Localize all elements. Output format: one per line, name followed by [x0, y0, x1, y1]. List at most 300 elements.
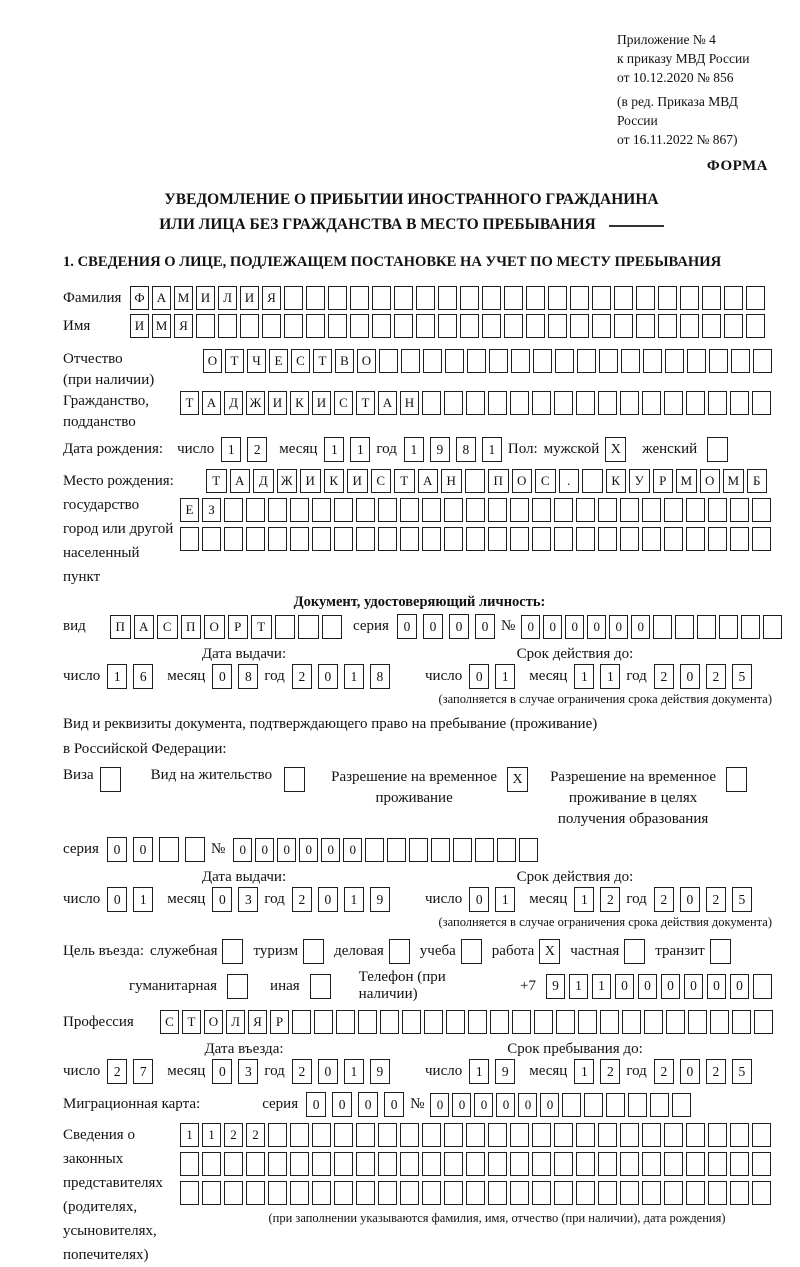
char-box	[453, 838, 472, 862]
char-box	[460, 314, 479, 338]
char-box	[224, 1181, 243, 1205]
char-box: 0	[474, 1093, 493, 1117]
char-box	[468, 1010, 487, 1034]
surname-boxes	[130, 286, 768, 310]
char-box	[466, 1123, 485, 1147]
char-box	[675, 615, 694, 639]
char-box	[466, 1152, 485, 1176]
char-box	[665, 349, 684, 373]
citizenship-label: Гражданство, подданство	[63, 393, 150, 430]
char-box	[314, 1010, 333, 1034]
char-box: М	[152, 314, 171, 338]
char-box	[423, 349, 442, 373]
phone-prefix: +7	[520, 977, 536, 994]
char-box: 0	[631, 615, 650, 639]
char-box	[446, 1010, 465, 1034]
char-box: 0	[299, 838, 318, 862]
char-box	[400, 527, 419, 551]
char-box: 0	[680, 887, 700, 912]
char-box: 2	[292, 1059, 312, 1084]
char-box	[584, 1093, 603, 1117]
char-box	[422, 498, 441, 522]
char-box	[444, 1181, 463, 1205]
visit-purpose-row: Цель въезда: служебная туризм деловая учеба работа X частная транзит	[63, 939, 776, 964]
char-box	[556, 1010, 575, 1034]
char-box	[400, 1152, 419, 1176]
char-box	[636, 314, 655, 338]
char-box	[466, 498, 485, 522]
char-box	[378, 1181, 397, 1205]
char-box	[664, 527, 683, 551]
char-box	[227, 974, 248, 999]
char-box	[658, 286, 677, 310]
char-box	[328, 314, 347, 338]
char-box	[644, 1010, 663, 1034]
char-box	[303, 939, 324, 964]
purpose-checkbox-humanitarian	[227, 974, 248, 999]
char-box: 0	[233, 838, 252, 862]
char-box: Д	[224, 391, 243, 415]
char-box	[642, 391, 661, 415]
birth-day-boxes	[221, 437, 273, 462]
char-box: 1	[592, 974, 611, 999]
char-box	[424, 1010, 443, 1034]
firstname-boxes	[130, 314, 768, 338]
char-box: З	[202, 498, 221, 522]
char-box: М	[676, 469, 697, 493]
char-box: С	[160, 1010, 179, 1034]
char-box	[438, 314, 457, 338]
char-box	[708, 527, 727, 551]
char-box	[268, 1123, 287, 1147]
char-box	[622, 1010, 641, 1034]
char-box: 0	[430, 1093, 449, 1117]
char-box	[394, 286, 413, 310]
char-box	[642, 1123, 661, 1147]
char-box	[628, 1093, 647, 1117]
char-box	[334, 1181, 353, 1205]
char-box: Т	[182, 1010, 201, 1034]
char-box: П	[181, 615, 202, 639]
char-box: 0	[384, 1092, 404, 1117]
char-box: С	[291, 349, 310, 373]
char-box: 1	[180, 1123, 199, 1147]
char-box	[763, 615, 782, 639]
char-box	[658, 314, 677, 338]
char-box	[548, 286, 567, 310]
legal-reps-block	[63, 1123, 776, 1267]
char-box	[356, 1181, 375, 1205]
char-box: Р	[228, 615, 249, 639]
char-box	[753, 974, 772, 999]
char-box: Я	[262, 286, 281, 310]
char-box	[268, 498, 287, 522]
char-box: X	[605, 437, 626, 462]
char-box: 0	[107, 887, 127, 912]
char-box: И	[347, 469, 368, 493]
char-box	[312, 1152, 331, 1176]
char-box	[466, 1181, 485, 1205]
char-box: С	[371, 469, 392, 493]
sex-male-checkbox	[605, 437, 626, 462]
title-blank-underline	[609, 225, 664, 227]
char-box: 1	[495, 887, 515, 912]
char-box	[334, 527, 353, 551]
char-box: Ж	[277, 469, 298, 493]
char-box: 0	[423, 614, 443, 639]
char-box	[310, 974, 331, 999]
char-box	[686, 1181, 705, 1205]
char-box	[372, 314, 391, 338]
char-box: И	[196, 286, 215, 310]
char-box	[554, 1123, 573, 1147]
identity-doc-number-boxes	[521, 615, 785, 639]
surname-label: Фамилия	[63, 289, 122, 306]
char-box	[504, 314, 523, 338]
char-box	[702, 314, 721, 338]
char-box: 1	[350, 437, 370, 462]
char-box: 5	[732, 664, 752, 689]
char-box: 0	[358, 1092, 378, 1117]
char-box	[298, 615, 319, 639]
char-box: 1	[344, 887, 364, 912]
char-box	[379, 349, 398, 373]
char-box: И	[312, 391, 331, 415]
char-box	[416, 286, 435, 310]
char-box: 2	[292, 664, 312, 689]
char-box	[680, 286, 699, 310]
char-box	[488, 1123, 507, 1147]
char-box	[240, 314, 259, 338]
visit-purpose-row2: гуманитарная иная Телефон (при наличии) +7 9 1 1 0 0 0 0 0 0	[129, 969, 776, 1003]
residence-number-label: №	[210, 841, 226, 857]
char-box: 2	[706, 1059, 726, 1084]
char-box: 1	[600, 664, 620, 689]
char-box	[664, 1152, 683, 1176]
char-box	[475, 838, 494, 862]
temp-residence-checkbox	[507, 767, 528, 792]
char-box	[510, 1152, 529, 1176]
char-box	[290, 1123, 309, 1147]
legal-reps-row1-boxes	[180, 1123, 774, 1147]
char-box	[275, 615, 296, 639]
char-box	[262, 314, 281, 338]
char-box: 2	[600, 887, 620, 912]
char-box	[680, 314, 699, 338]
char-box: 0	[680, 1059, 700, 1084]
char-box	[444, 1152, 463, 1176]
char-box	[526, 314, 545, 338]
char-box	[196, 314, 215, 338]
residence-doc-date-headings	[63, 868, 776, 886]
char-box	[753, 349, 772, 373]
migration-series-label: серия	[262, 1096, 299, 1112]
issue-date-heading: Дата выдачи:	[201, 869, 287, 885]
char-box	[532, 498, 551, 522]
char-box	[664, 1123, 683, 1147]
purpose-checkbox-official	[222, 939, 243, 964]
char-box: 1	[495, 664, 515, 689]
char-box: 0	[277, 838, 296, 862]
char-box	[570, 286, 589, 310]
char-box	[746, 314, 765, 338]
char-box: 0	[318, 1059, 338, 1084]
char-box: Т	[356, 391, 375, 415]
char-box	[378, 1152, 397, 1176]
char-box	[466, 527, 485, 551]
identity-doc-dates-row	[63, 664, 776, 689]
char-box: 0	[318, 664, 338, 689]
legal-reps-label: Сведения о законных представителях (родителях, усыновителях, попечителях)	[63, 1127, 163, 1263]
profession-label: Профессия	[63, 1013, 134, 1030]
char-box: 0	[615, 974, 634, 999]
char-box	[246, 1181, 265, 1205]
char-box	[664, 498, 683, 522]
birth-date-label: Дата рождения:	[63, 441, 164, 457]
char-box: 1	[324, 437, 344, 462]
char-box: Т	[251, 615, 272, 639]
char-box: 0	[212, 887, 232, 912]
char-box	[620, 1152, 639, 1176]
char-box: 2	[107, 1059, 127, 1084]
purpose-checkbox-business	[389, 939, 410, 964]
identity-doc-series-label: серия	[353, 618, 389, 634]
char-box: 0	[707, 974, 726, 999]
char-box	[532, 391, 551, 415]
char-box	[554, 1152, 573, 1176]
char-box: О	[203, 349, 222, 373]
char-box: 2	[600, 1059, 620, 1084]
char-box	[576, 1181, 595, 1205]
char-box: 0	[680, 664, 700, 689]
identity-doc-number-label: №	[500, 618, 516, 634]
profession-boxes	[160, 1010, 776, 1034]
char-box	[202, 527, 221, 551]
char-box	[312, 527, 331, 551]
char-box	[511, 349, 530, 373]
char-box	[624, 939, 645, 964]
birth-place-label: Место рождения: государство город или другой населенный пункт	[63, 473, 174, 585]
char-box	[752, 391, 771, 415]
char-box	[599, 349, 618, 373]
char-box	[710, 939, 731, 964]
char-box	[598, 527, 617, 551]
char-box	[578, 1010, 597, 1034]
identity-doc-kind-label: вид	[63, 618, 86, 634]
phone-label: Телефон (при наличии)	[358, 969, 446, 1002]
char-box	[620, 391, 639, 415]
valid-until-heading: Срок действия до:	[516, 869, 634, 885]
char-box	[600, 1010, 619, 1034]
char-box	[387, 838, 406, 862]
char-box	[642, 498, 661, 522]
birth-month-boxes	[324, 437, 376, 462]
validity-note: (заполняется в случае ограничения срока действия документа)	[438, 915, 772, 929]
birth-year-boxes	[404, 437, 508, 462]
char-box	[598, 1123, 617, 1147]
char-box: 0	[397, 614, 417, 639]
char-box	[394, 314, 413, 338]
char-box: 5	[732, 887, 752, 912]
char-box: 0	[318, 887, 338, 912]
char-box	[702, 286, 721, 310]
header-line: к приказу МВД России	[617, 51, 750, 66]
header-line: Приложение № 4	[617, 32, 716, 47]
birth-day-label: число	[177, 441, 215, 457]
char-box	[724, 286, 743, 310]
char-box	[620, 527, 639, 551]
profession-row	[63, 1010, 776, 1034]
migration-card-label: Миграционная карта:	[63, 1096, 201, 1112]
char-box	[754, 1010, 773, 1034]
char-box: .	[559, 469, 580, 493]
char-box: 6	[133, 664, 153, 689]
char-box	[620, 498, 639, 522]
char-box: Д	[253, 469, 274, 493]
validity-note: (заполняется в случае ограничения срока действия документа)	[438, 692, 772, 706]
char-box	[592, 286, 611, 310]
char-box	[358, 1010, 377, 1034]
char-box	[356, 1152, 375, 1176]
char-box	[378, 527, 397, 551]
visa-checkbox	[100, 767, 121, 792]
char-box: 0	[469, 664, 489, 689]
header-amendment-line: (в ред. Приказа МВД России	[617, 94, 738, 128]
char-box	[202, 1152, 221, 1176]
char-box	[577, 349, 596, 373]
birth-place-row3-boxes	[180, 527, 774, 551]
char-box	[401, 349, 420, 373]
char-box: Т	[313, 349, 332, 373]
char-box	[222, 939, 243, 964]
identity-doc-series-boxes	[397, 614, 501, 639]
temp-residence-option: Разрешение на временное проживание X	[331, 767, 528, 809]
char-box	[328, 286, 347, 310]
char-box	[510, 1123, 529, 1147]
char-box	[598, 498, 617, 522]
char-box: О	[700, 469, 721, 493]
char-box	[519, 838, 538, 862]
char-box	[268, 1181, 287, 1205]
char-box	[512, 1010, 531, 1034]
char-box: 0	[496, 1093, 515, 1117]
char-box: 2	[224, 1123, 243, 1147]
char-box	[306, 286, 325, 310]
char-box: 1	[107, 664, 127, 689]
char-box: О	[512, 469, 533, 493]
char-box	[444, 1123, 463, 1147]
char-box: 0	[543, 615, 562, 639]
legal-reps-row2-boxes	[180, 1152, 774, 1176]
char-box	[621, 349, 640, 373]
char-box	[697, 615, 716, 639]
char-box: Ф	[130, 286, 149, 310]
char-box: О	[204, 615, 225, 639]
char-box	[365, 838, 384, 862]
char-box: О	[357, 349, 376, 373]
char-box	[438, 286, 457, 310]
form-label: ФОРМА	[706, 158, 768, 174]
stay-until-date: число 1 9 месяц 1 2 год 2 0 2 5	[425, 1059, 758, 1084]
char-box	[510, 1181, 529, 1205]
char-box: Р	[653, 469, 674, 493]
char-box: 0	[212, 664, 232, 689]
char-box	[710, 1010, 729, 1034]
birth-year-label: год	[376, 441, 397, 457]
char-box	[730, 527, 749, 551]
char-box: Н	[441, 469, 462, 493]
identity-doc-heading: Документ, удостоверяющий личность:	[293, 594, 546, 610]
char-box: 0	[469, 887, 489, 912]
char-box	[488, 391, 507, 415]
char-box	[400, 498, 419, 522]
char-box	[666, 1010, 685, 1034]
char-box	[356, 498, 375, 522]
char-box: А	[378, 391, 397, 415]
char-box	[554, 527, 573, 551]
residence-doc-intro: Вид и реквизиты документа, подтверждающего право на пребывание (проживание) в Российской Федерации:	[63, 716, 598, 757]
char-box	[334, 1152, 353, 1176]
residence-issue-date: число 0 1 месяц 0 3 год 2 0 1 9	[63, 887, 425, 912]
char-box	[598, 391, 617, 415]
char-box	[672, 1093, 691, 1117]
char-box	[730, 391, 749, 415]
char-box: 0	[540, 1093, 559, 1117]
char-box	[444, 391, 463, 415]
char-box	[719, 615, 738, 639]
char-box: 1	[202, 1123, 221, 1147]
char-box	[504, 286, 523, 310]
char-box: 1	[482, 437, 502, 462]
char-box	[636, 286, 655, 310]
char-box	[402, 1010, 421, 1034]
char-box	[292, 1010, 311, 1034]
char-box	[290, 1181, 309, 1205]
char-box: П	[488, 469, 509, 493]
char-box: 0	[255, 838, 274, 862]
char-box: С	[334, 391, 353, 415]
sex-label: Пол:	[507, 441, 538, 457]
char-box: 7	[133, 1059, 153, 1084]
stay-until-heading: Срок пребывания до:	[507, 1041, 643, 1057]
residence-doc-dates-row	[63, 887, 776, 912]
char-box	[202, 1181, 221, 1205]
char-box	[380, 1010, 399, 1034]
char-box	[224, 1152, 243, 1176]
char-box	[534, 1010, 553, 1034]
char-box	[322, 615, 343, 639]
char-box: 2	[654, 887, 674, 912]
char-box	[642, 1152, 661, 1176]
section1-heading: 1. СВЕДЕНИЯ О ЛИЦЕ, ПОДЛЕЖАЩЕМ ПОСТАНОВКЕ НА УЧЕТ ПО МЕСТУ ПРЕБЫВАНИЯ	[63, 254, 722, 270]
purpose-checkbox-tourism	[303, 939, 324, 964]
char-box	[284, 767, 305, 792]
char-box	[224, 498, 243, 522]
valid-until-heading: Срок действия до:	[516, 646, 634, 662]
char-box	[532, 527, 551, 551]
char-box	[730, 1123, 749, 1147]
char-box	[431, 838, 450, 862]
char-box	[614, 286, 633, 310]
char-box: 1	[574, 887, 594, 912]
identity-doc-kind-boxes	[110, 615, 345, 639]
char-box: X	[507, 767, 528, 792]
char-box	[378, 498, 397, 522]
char-box: О	[204, 1010, 223, 1034]
char-box	[653, 615, 672, 639]
char-box	[570, 314, 589, 338]
char-box	[746, 286, 765, 310]
